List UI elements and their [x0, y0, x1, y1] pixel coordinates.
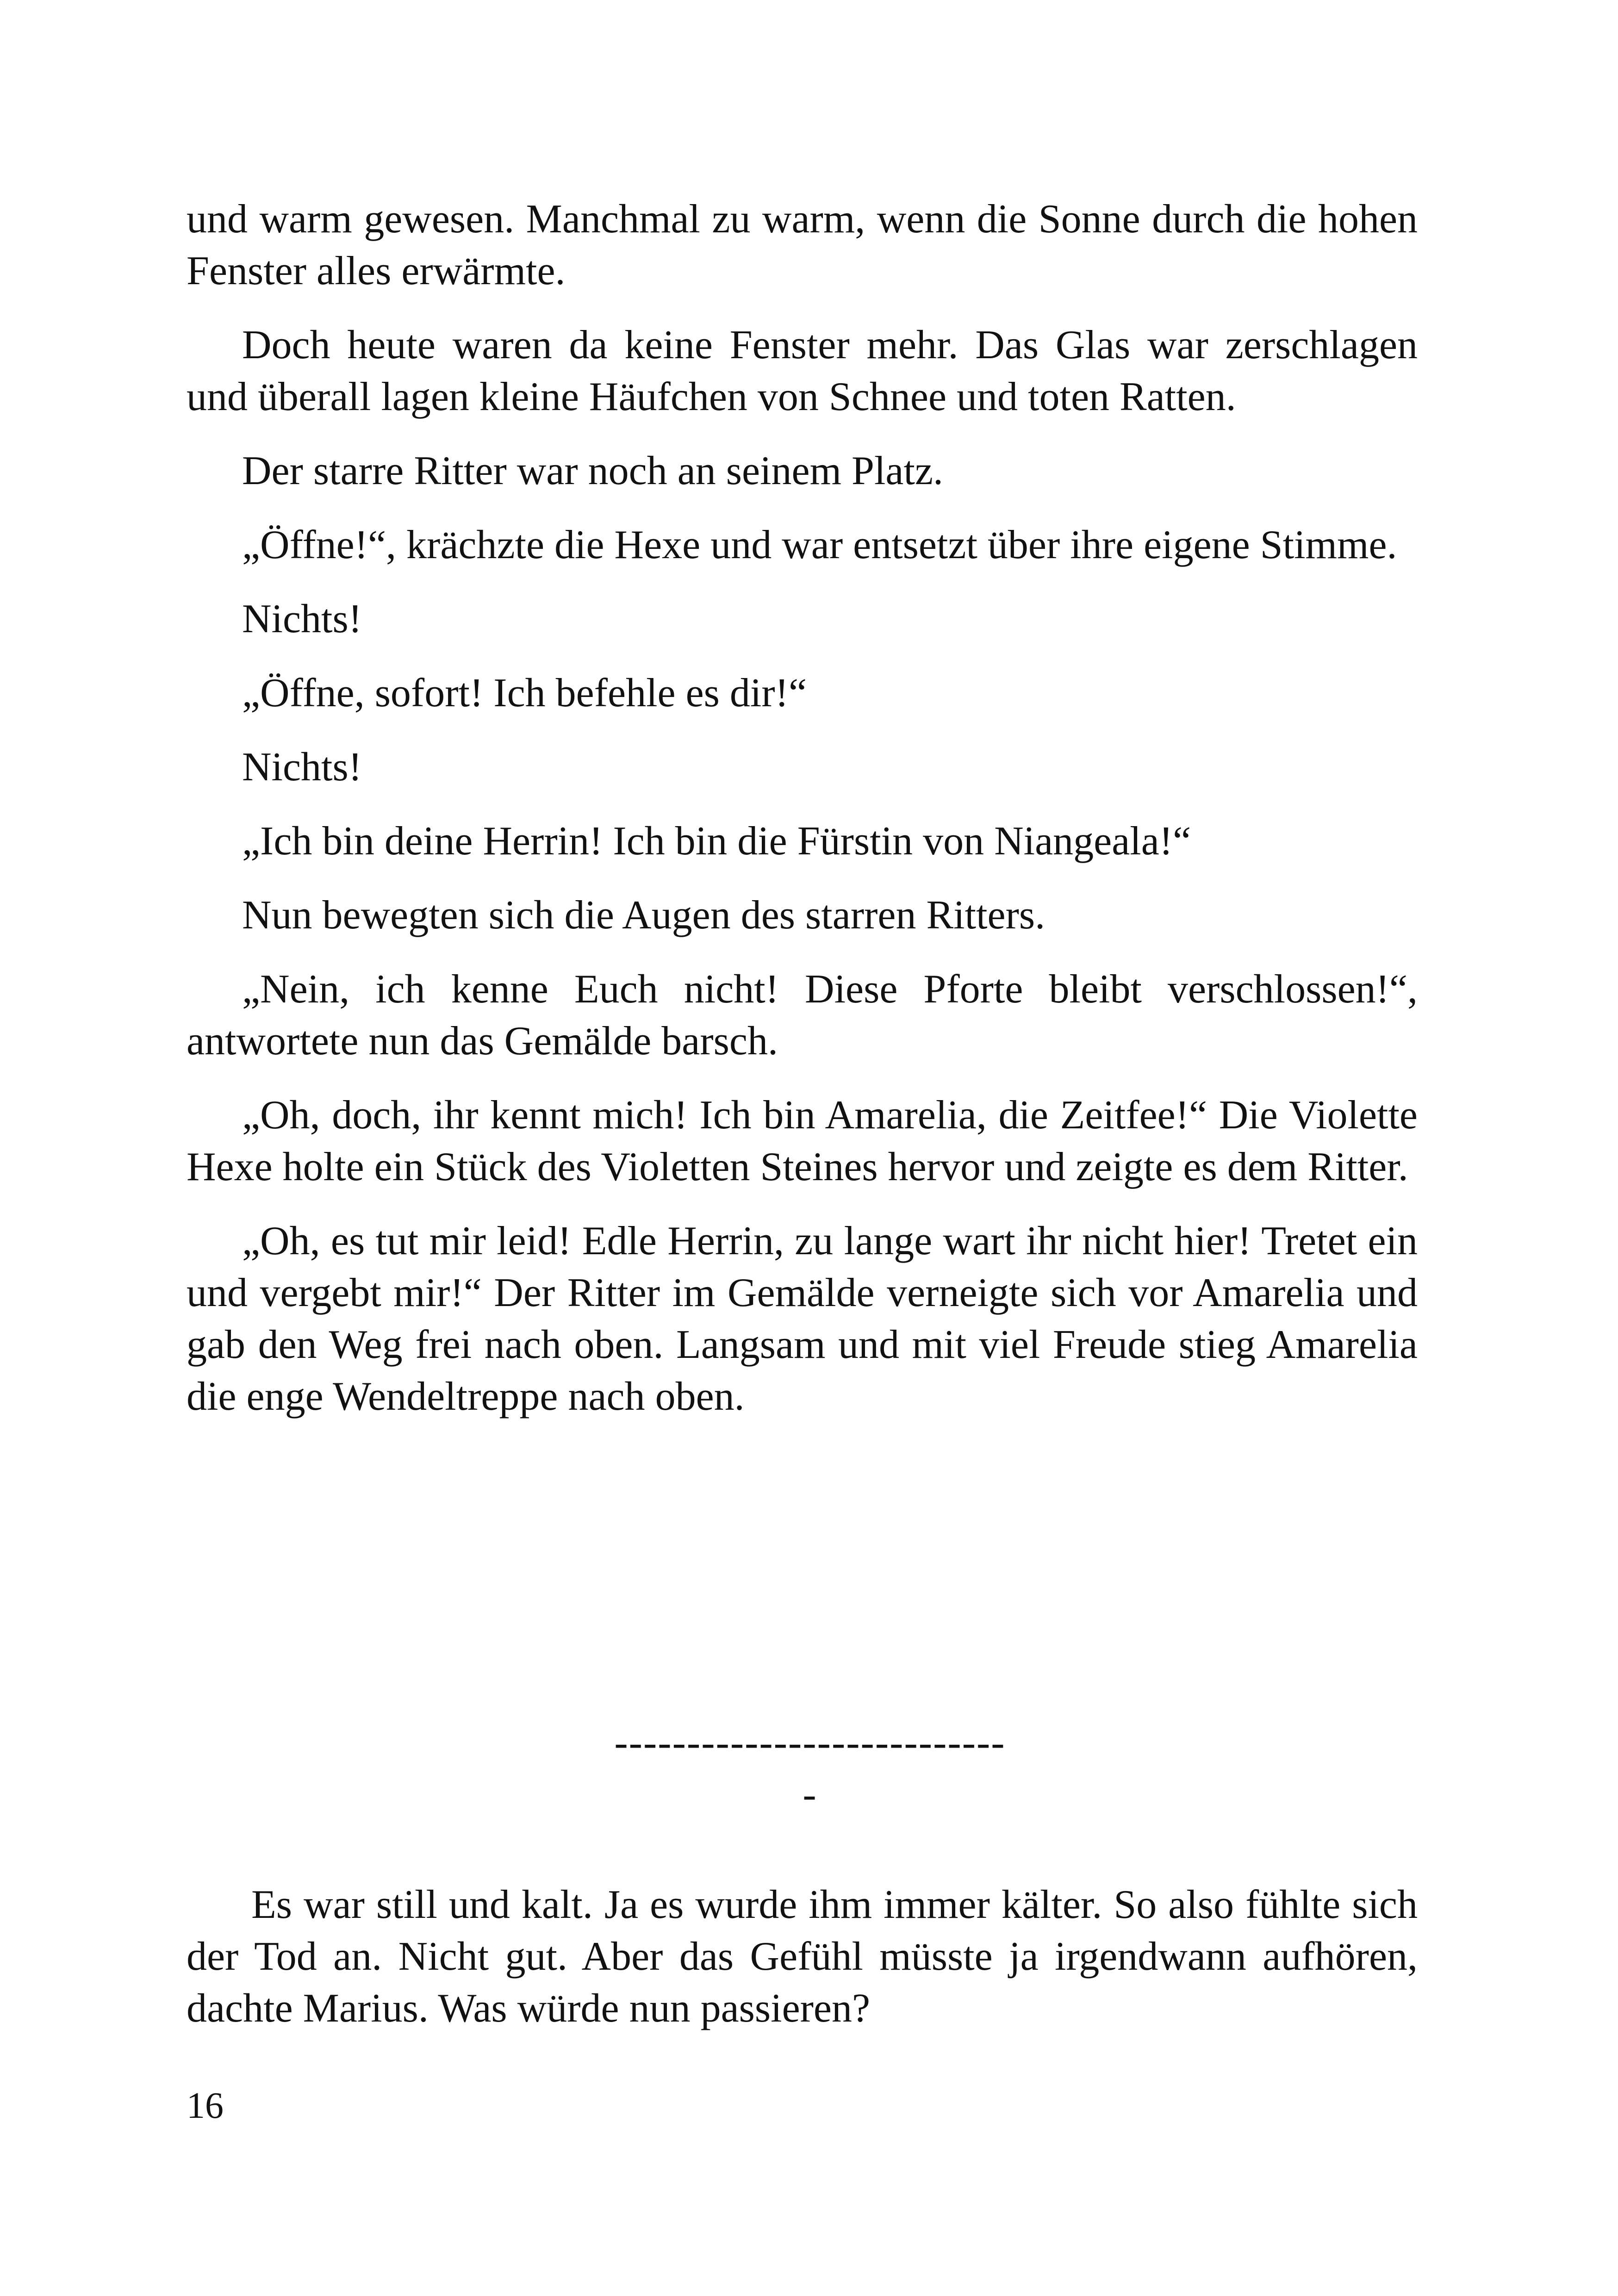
paragraph: „Öffne!“, krächzte die Hexe und war entsetzt über ihre eigene Stimme. — [242, 523, 1397, 567]
paragraph: Doch heute waren da keine Fenster mehr. Das Glas war zerschlagen und überall lagen kleine Häufchen von Schnee und toten Ratten. — [187, 323, 1418, 419]
paragraph: und warm gewesen. Manchmal zu warm, wenn die Sonne durch die hohen Fenster alles erwärmte. — [187, 197, 1418, 293]
section-two-text — [187, 1879, 1418, 2035]
paragraph: „Nein, ich kenne Euch nicht! Diese Pforte bleibt verschlossen!“, antwortete nun das Gemälde barsch. — [187, 967, 1418, 1064]
body-text — [187, 193, 1418, 1445]
paragraph: „Ich bin deine Herrin! Ich bin die Fürstin von Niangeala!“ — [242, 819, 1191, 864]
paragraph: Der starre Ritter war noch an seinem Platz. — [242, 448, 943, 493]
paragraph: Nichts! — [242, 597, 362, 641]
paragraph: „Oh, es tut mir leid! Edle Herrin, zu lange wart ihr nicht hier! Tretet ein und vergebt mir!“ Der Ritter im Gemälde verneigte sich vor Amarelia und gab den Weg frei nach oben. Langsam und mit viel Freude stieg Amarelia die enge Wendeltreppe nach oben. — [187, 1219, 1418, 1419]
paragraph: „Oh, doch, ihr kennt mich! Ich bin Amarelia, die Zeitfee!“ Die Violette Hexe holte ein Stück des Violetten Steines hervor und zeigte es dem Ritter. — [187, 1093, 1418, 1189]
paragraph: Nichts! — [242, 745, 362, 790]
page-number: 16 — [187, 2085, 224, 2126]
paragraph: Es war still und kalt. Ja es wurde ihm immer kälter. So also fühlte sich der Tod an. Nicht gut. Aber das Gefühl müsste ja irgendwann aufhören, dachte Marius. Was würde nun passieren? — [187, 1882, 1418, 2031]
section-separator: ---------------------------- — [614, 1720, 1006, 1817]
paragraph: „Öffne, sofort! Ich befehle es dir!“ — [242, 671, 807, 716]
paragraph: Nun bewegten sich die Augen des starren Ritters. — [242, 893, 1045, 938]
